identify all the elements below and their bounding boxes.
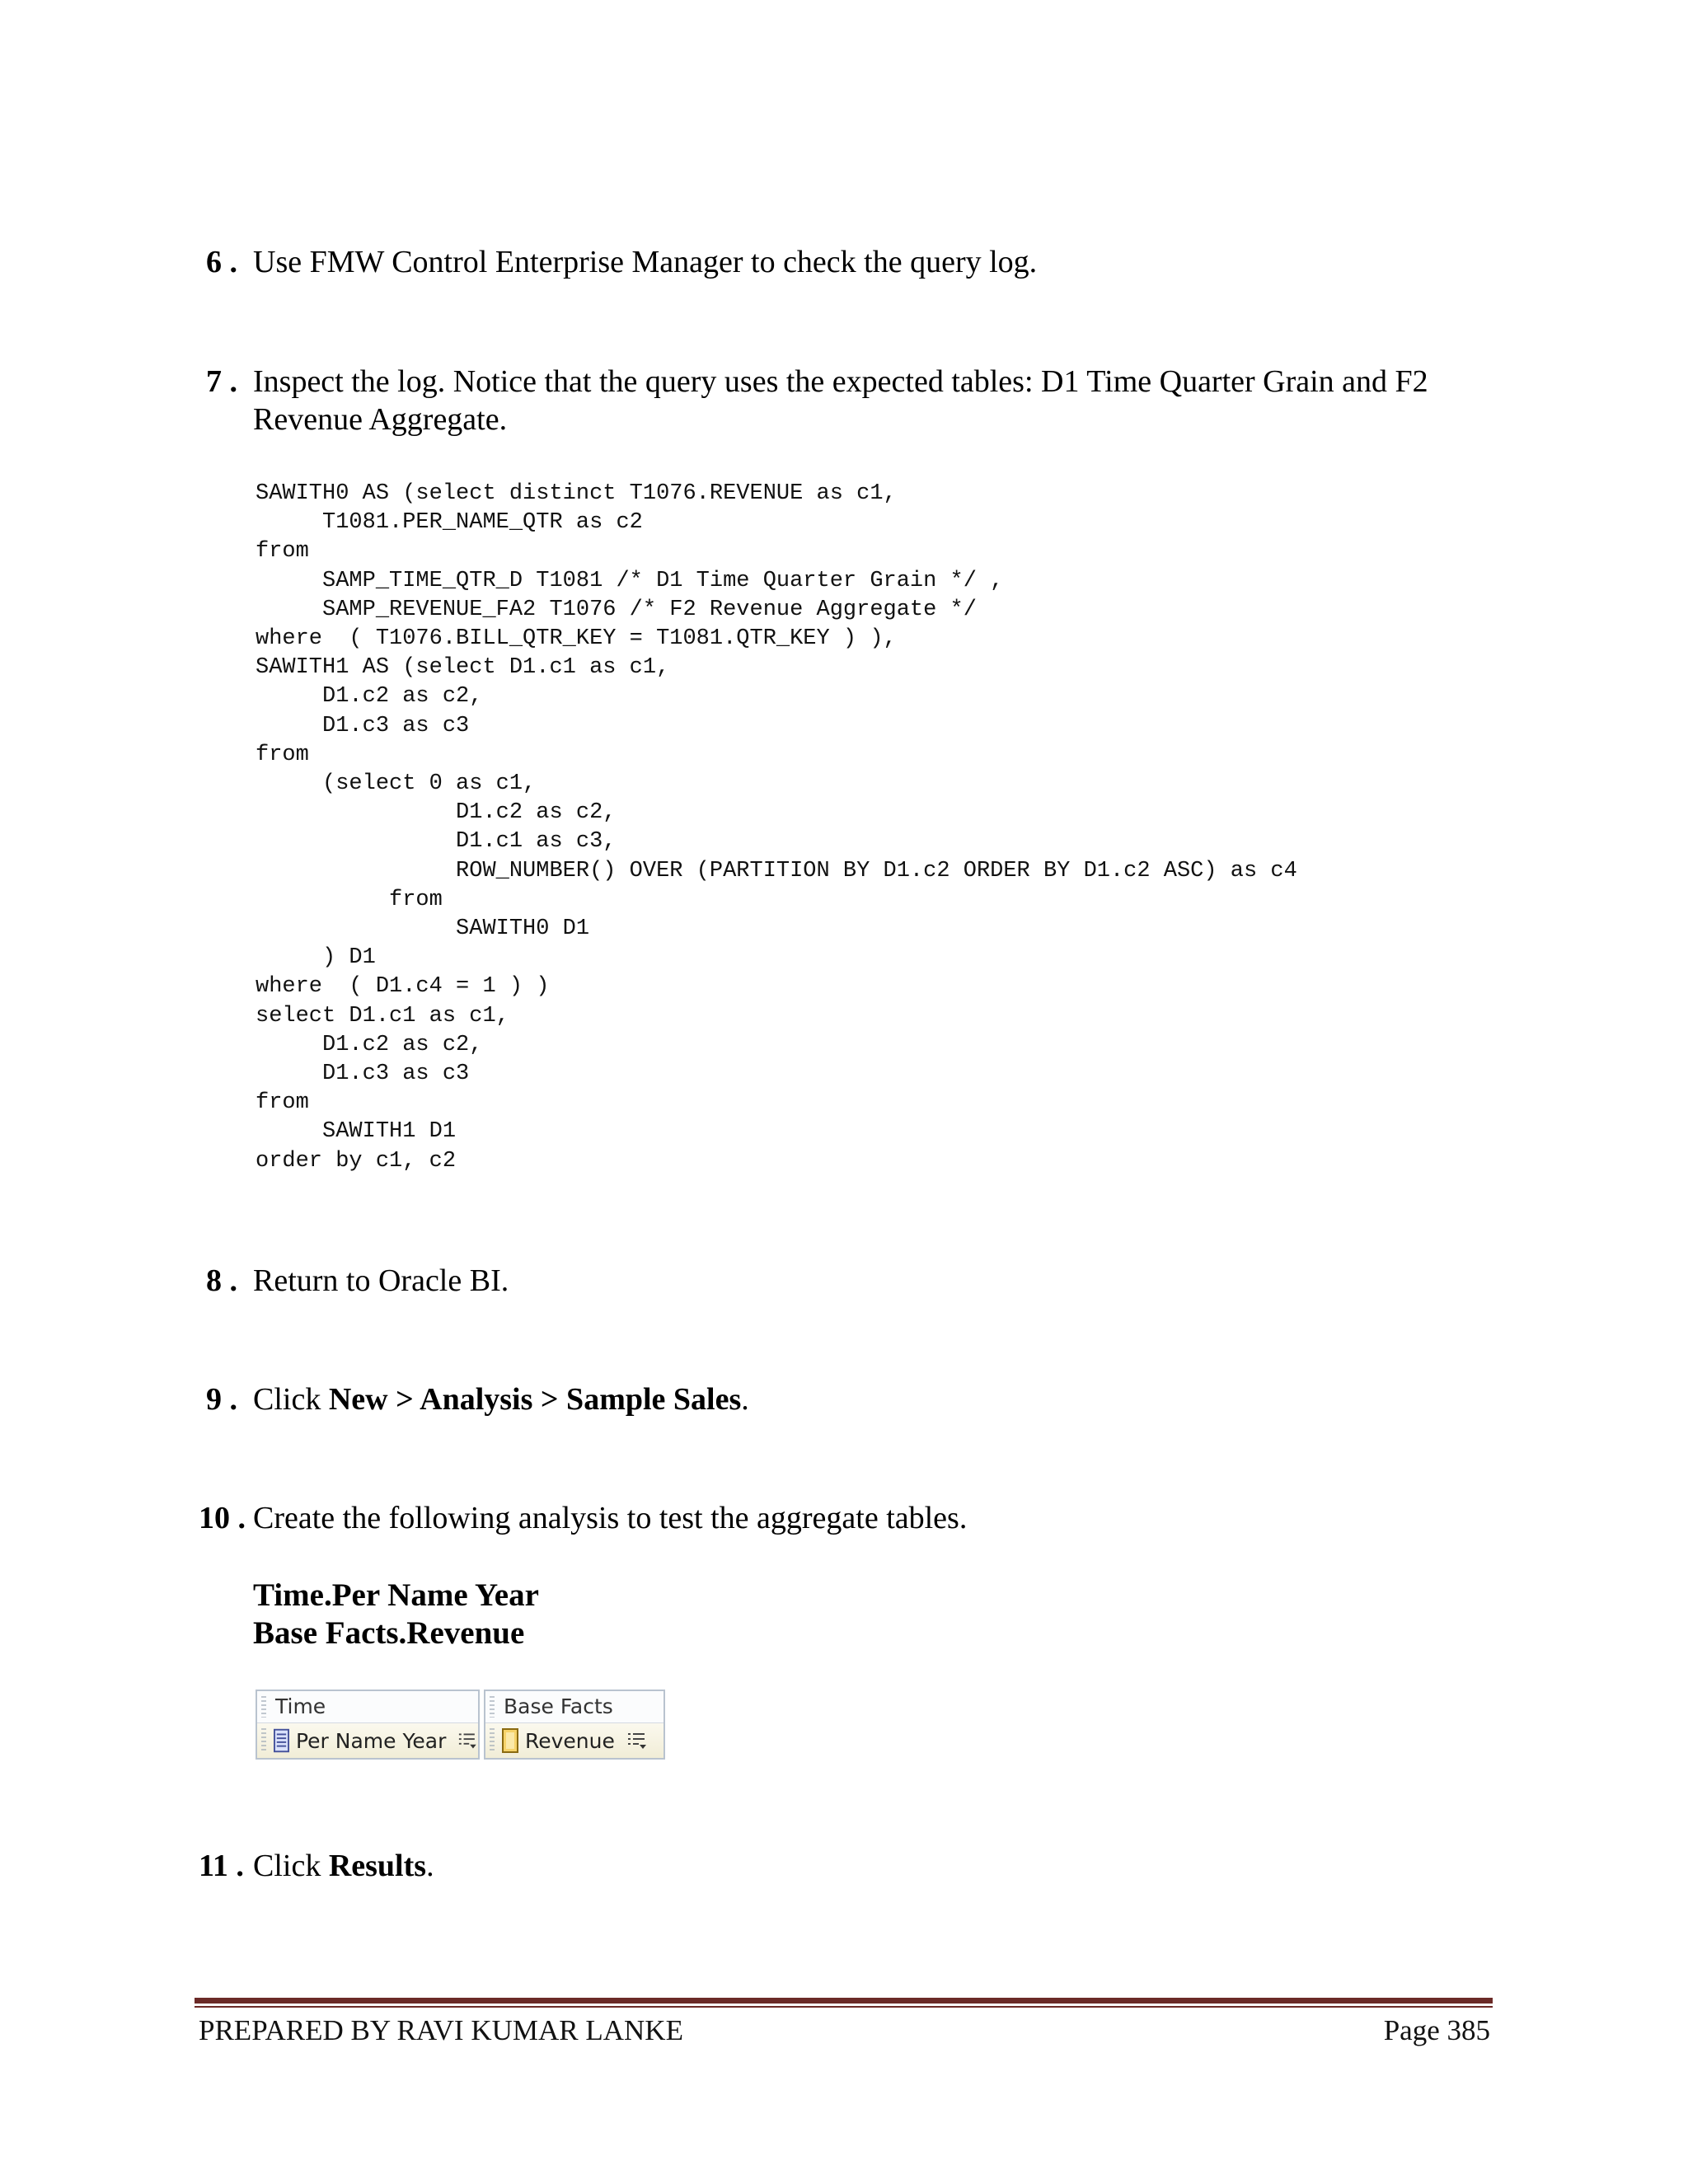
code-line: order by c1, c2	[256, 1148, 457, 1174]
code-line: where ( T1076.BILL_QTR_KEY = T1081.QTR_KEY ) ),	[256, 626, 897, 652]
footer-author: PREPARED BY RAVI KUMAR LANKE	[199, 2014, 683, 2046]
code-line: SAMP_TIME_QTR_D T1081 /* D1 Time Quarter Grain */ ,	[256, 568, 1004, 593]
step-text	[253, 1847, 1506, 1885]
drag-grip-icon[interactable]	[261, 1728, 266, 1753]
footer-rule-thin	[195, 2006, 1493, 2008]
column-name: Revenue	[525, 1728, 615, 1753]
column-row[interactable]	[485, 1723, 663, 1758]
code-line: SAWITH1 AS (select D1.c1 as c1,	[256, 655, 670, 681]
drag-grip-icon[interactable]	[490, 1696, 495, 1718]
step-number: 7 .	[206, 364, 237, 399]
column-row[interactable]	[257, 1723, 478, 1758]
step-text: Create the following analysis to test the aggregate tables.	[253, 1501, 968, 1535]
column-folder-label: Time	[257, 1691, 478, 1723]
step-text: Inspect the log. Notice that the query uses the expected tables: D1 Time Quarter Grain and F2 Revenue Aggregate.	[253, 364, 1428, 437]
code-line: ) D1	[256, 945, 376, 971]
column-options-icon[interactable]	[626, 1731, 648, 1750]
column-folder-label: Base Facts	[485, 1691, 663, 1723]
code-line: T1081.PER_NAME_QTR as c2	[256, 510, 643, 536]
step-prefix: Click	[253, 1382, 329, 1417]
page-number: Page 385	[1383, 2014, 1490, 2046]
code-line: D1.c3 as c3	[256, 713, 470, 738]
column-name: Per Name Year	[295, 1728, 447, 1753]
selected-columns-panel	[256, 1690, 665, 1760]
code-line: from	[256, 1090, 309, 1116]
code-line: SAWITH0 D1	[256, 916, 590, 942]
step-suffix: .	[741, 1382, 749, 1417]
code-line: from	[256, 887, 443, 912]
criteria-column-revenue[interactable]	[484, 1690, 665, 1760]
code-line: ROW_NUMBER() OVER (PARTITION BY D1.c2 ORDER BY D1.c2 ASC) as c4	[256, 858, 1297, 883]
step-text: Use FMW Control Enterprise Manager to check the query log.	[253, 245, 1038, 279]
code-line: SAWITH0 AS (select distinct T1076.REVENUE as c1,	[256, 481, 897, 506]
code-line: D1.c2 as c2,	[256, 684, 483, 710]
code-line: where ( D1.c4 = 1 ) )	[256, 974, 550, 1000]
code-line: D1.c3 as c3	[256, 1062, 470, 1087]
code-line: D1.c2 as c2,	[256, 1032, 483, 1057]
code-line: SAWITH1 D1	[256, 1119, 457, 1145]
step-number: 10 .	[199, 1501, 246, 1535]
step-number: 8 .	[206, 1263, 237, 1298]
sql-query-log	[256, 480, 1297, 1176]
menu-path: New > Analysis > Sample Sales	[328, 1382, 742, 1417]
code-line: from	[256, 539, 309, 565]
analysis-column-revenue: Base Facts.Revenue	[253, 1615, 525, 1651]
drag-grip-icon[interactable]	[490, 1728, 495, 1753]
code-line: from	[256, 742, 309, 767]
analysis-column-time: Time.Per Name Year	[253, 1577, 539, 1613]
step-prefix: Click	[253, 1849, 329, 1883]
code-line: select D1.c1 as c1,	[256, 1003, 509, 1029]
step-text: Return to Oracle BI.	[253, 1263, 509, 1298]
results-tab-name: Results	[328, 1849, 427, 1883]
column-options-icon[interactable]	[457, 1731, 478, 1750]
measure-column-icon	[502, 1728, 518, 1753]
code-line: (select 0 as c1,	[256, 771, 537, 797]
step-suffix: .	[426, 1849, 434, 1883]
criteria-column-time[interactable]	[256, 1690, 480, 1760]
code-line: D1.c2 as c2,	[256, 800, 617, 826]
attribute-column-icon	[274, 1728, 289, 1753]
step-number: 11 .	[199, 1849, 244, 1883]
drag-grip-icon[interactable]	[261, 1696, 266, 1718]
step-number: 6 .	[206, 245, 237, 279]
code-line: SAMP_REVENUE_FA2 T1076 /* F2 Revenue Aggregate */	[256, 597, 977, 622]
footer-rule	[195, 1998, 1493, 2004]
step-text	[253, 1380, 1506, 1418]
step-number: 9 .	[206, 1382, 237, 1417]
code-line: D1.c1 as c3,	[256, 829, 617, 855]
